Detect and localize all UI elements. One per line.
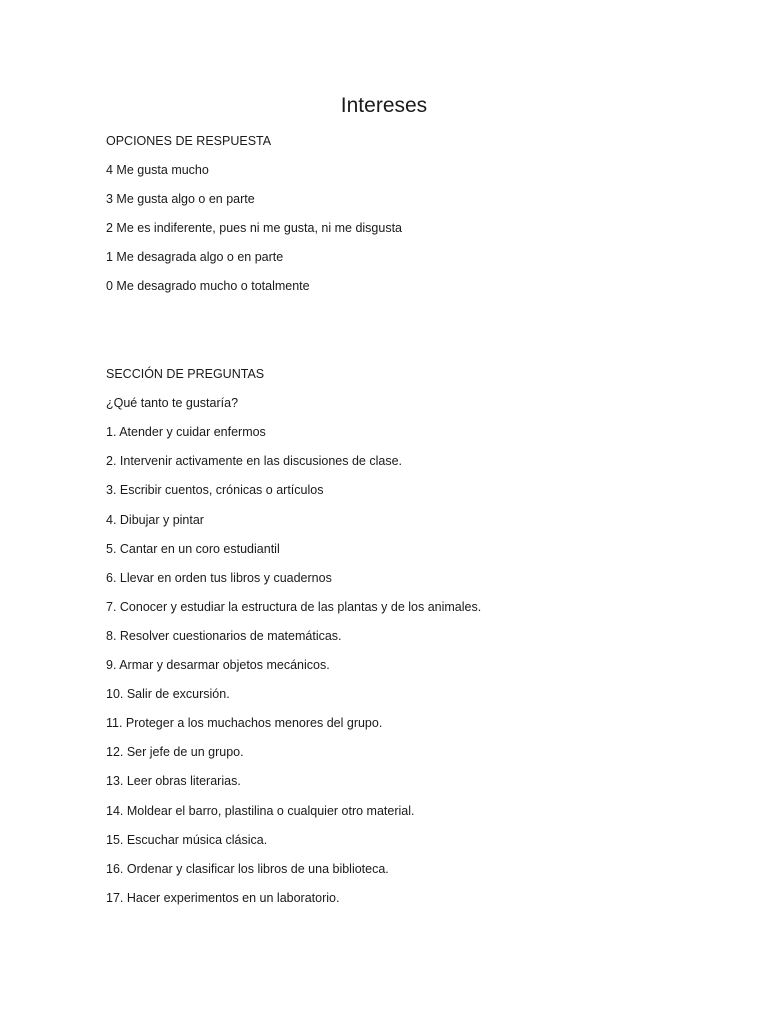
questions-prompt: ¿Qué tanto te gustaría? <box>106 396 239 410</box>
response-option-0: 0 Me desagrado mucho o totalmente <box>106 279 310 293</box>
question-item: 4. Dibujar y pintar <box>106 513 204 527</box>
response-option-1: 1 Me desagrada algo o en parte <box>106 250 284 264</box>
response-option-4: 4 Me gusta mucho <box>106 163 209 177</box>
question-item: 7. Conocer y estudiar la estructura de las plantas y de los animales. <box>106 600 482 614</box>
question-item: 12. Ser jefe de un grupo. <box>106 745 244 759</box>
response-options-heading: OPCIONES DE RESPUESTA <box>106 134 272 148</box>
response-option-2: 2 Me es indiferente, pues ni me gusta, ni me disgusta <box>106 221 402 235</box>
question-item: 14. Moldear el barro, plastilina o cualquier otro material. <box>106 804 415 818</box>
question-item: 11. Proteger a los muchachos menores del grupo. <box>106 716 383 730</box>
question-item: 3. Escribir cuentos, crónicas o artículos <box>106 483 324 497</box>
page-title: Intereses <box>340 94 428 117</box>
response-option-3: 3 Me gusta algo o en parte <box>106 192 255 206</box>
question-item: 17. Hacer experimentos en un laboratorio. <box>106 891 340 905</box>
question-item: 13. Leer obras literarias. <box>106 774 241 788</box>
question-item: 5. Cantar en un coro estudiantil <box>106 542 280 556</box>
question-item: 1. Atender y cuidar enfermos <box>106 425 266 439</box>
question-item: 2. Intervenir activamente en las discusiones de clase. <box>106 454 402 468</box>
question-item: 10. Salir de excursión. <box>106 687 230 701</box>
question-item: 6. Llevar en orden tus libros y cuadernos <box>106 571 332 585</box>
question-item: 9. Armar y desarmar objetos mecánicos. <box>106 658 330 672</box>
question-item: 8. Resolver cuestionarios de matemáticas. <box>106 629 342 643</box>
question-item: 16. Ordenar y clasificar los libros de una biblioteca. <box>106 862 389 876</box>
question-item: 15. Escuchar música clásica. <box>106 833 268 847</box>
questions-section-heading: SECCIÓN DE PREGUNTAS <box>106 367 265 381</box>
